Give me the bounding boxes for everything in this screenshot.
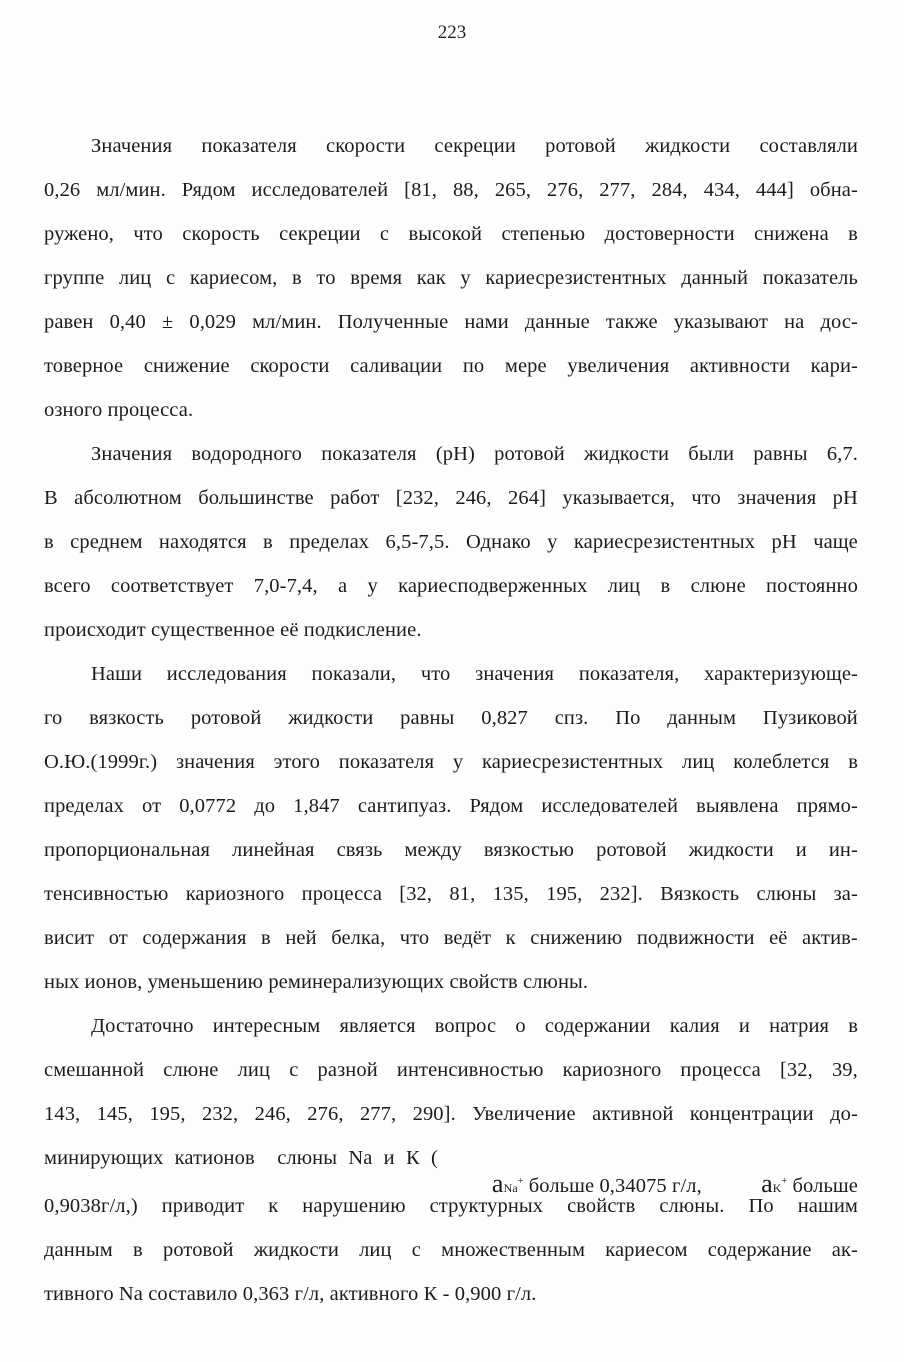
word: пропорциональная [44, 839, 211, 861]
word: время [350, 267, 403, 289]
word: показателя [321, 443, 417, 465]
word: секреции [279, 223, 361, 245]
word: 444] [755, 179, 794, 201]
word: 246, [254, 1103, 291, 1125]
word: разной [317, 1059, 378, 1081]
text-line [0, 1102, 904, 1126]
activity-symbol: a [491, 1168, 504, 1198]
word: у [460, 267, 471, 289]
text-line: тивного Na составило 0,363 г/л, активного К - 0,900 г/л. [44, 1283, 537, 1305]
word: секреции [434, 135, 516, 157]
text-line [0, 134, 904, 158]
word: ак- [831, 1239, 858, 1261]
word: [32, [399, 883, 433, 905]
word: слюне [163, 1059, 219, 1081]
word: ротовой [596, 839, 667, 861]
word: 6,5-7,5. [385, 531, 450, 553]
word: кариесрезистентных [485, 267, 667, 289]
word: от [108, 927, 128, 949]
word: процесса [680, 1059, 761, 1081]
word: концентрации [689, 1103, 814, 1125]
word: 7,0-7,4, [253, 575, 318, 597]
word: свойств [567, 1195, 636, 1217]
word: кариозного [185, 883, 285, 905]
word: саливации [350, 355, 443, 377]
word: белка, [331, 927, 386, 949]
word: у [547, 531, 558, 553]
word: кариесрезистентных [482, 751, 664, 773]
word: жидкости [288, 707, 374, 729]
text-line [0, 1014, 904, 1038]
word: кариесрезистентных [573, 531, 756, 553]
word: Наши [91, 663, 143, 685]
text-line [0, 310, 904, 334]
word: в [261, 927, 271, 949]
word: пределах [289, 531, 370, 553]
word: ротовой [494, 443, 565, 465]
text-line [0, 530, 904, 554]
word: 0,029 [189, 311, 236, 333]
word: показатель [762, 267, 858, 289]
word: спз. [554, 707, 589, 729]
word: к [268, 1195, 279, 1217]
word: Увеличение [472, 1103, 576, 1125]
word: снижению [530, 927, 623, 949]
word: были [688, 443, 735, 465]
word: множественным [441, 1239, 586, 1261]
word: ротовой [162, 1239, 234, 1261]
page-number: 223 [437, 22, 467, 43]
word: Значения [91, 135, 173, 157]
word: между [404, 839, 462, 861]
word: среднем [70, 531, 143, 553]
text-line [0, 178, 904, 202]
text-line [0, 574, 904, 598]
text-line [0, 662, 904, 686]
word: этого [273, 751, 321, 773]
word: что [691, 487, 721, 509]
activity-symbol: a [761, 1168, 773, 1198]
word: скорости [326, 135, 406, 157]
word: товерное [44, 355, 124, 377]
word: к [505, 927, 516, 949]
word: её [769, 927, 788, 949]
word: что [133, 223, 163, 245]
word: 135, [492, 883, 529, 905]
formula-before: минирующих катионов слюны Na и К ( [44, 1147, 438, 1169]
activity-superscript: + [781, 1176, 788, 1187]
word: значения [475, 663, 555, 685]
word: указывают [673, 311, 769, 333]
word: данные [524, 311, 590, 333]
word: исследователей [251, 179, 389, 201]
word: содержании [544, 1015, 651, 1037]
word: скорости [250, 355, 330, 377]
word: нашим [797, 1195, 858, 1217]
word: вязкость [89, 707, 164, 729]
word: смешанной [44, 1059, 145, 1081]
word: дос- [820, 311, 858, 333]
word: лиц [118, 267, 152, 289]
word: что [399, 927, 430, 949]
word: большинстве [198, 487, 314, 509]
word: 232]. [599, 883, 643, 905]
word: исследования [166, 663, 287, 685]
word: рН [832, 487, 858, 509]
word: слюны [756, 883, 817, 905]
word: является [339, 1015, 416, 1037]
word: ин- [828, 839, 858, 861]
word: с [379, 223, 390, 245]
word: процесса [301, 883, 383, 905]
word: с [289, 1059, 299, 1081]
word: 0,0772 [179, 795, 237, 817]
word: то [316, 267, 336, 289]
text-line [0, 1238, 904, 1262]
word: 1,847 [293, 795, 340, 817]
word: скорость [182, 223, 260, 245]
word: актив- [802, 927, 858, 949]
word: равны [400, 707, 455, 729]
word: всего [44, 575, 91, 597]
word: как [416, 267, 446, 289]
word: 39, [831, 1059, 858, 1081]
word: 277, [599, 179, 636, 201]
word: 277, [359, 1103, 397, 1125]
word: жидкости [645, 135, 731, 157]
word: лиц [359, 1239, 392, 1261]
text-line [0, 1194, 904, 1218]
word: ведёт [443, 927, 492, 949]
word: находятся [158, 531, 247, 553]
word: лиц [681, 751, 715, 773]
word: нами [464, 311, 509, 333]
word: сантипуаз. [357, 795, 452, 817]
word: активности [689, 355, 791, 377]
word: составляли [759, 135, 858, 157]
word: с [166, 267, 176, 289]
word: кариесподверженных [398, 575, 588, 597]
word: до- [830, 1103, 858, 1125]
word: выявлена [696, 795, 779, 817]
word: 0,9038г/л,) [44, 1195, 138, 1217]
word: пределах [44, 795, 124, 817]
text-line [0, 442, 904, 466]
word: кариозного [562, 1059, 662, 1081]
word: 434, [703, 179, 740, 201]
word: характеризующе- [704, 663, 858, 685]
word: (рН) [435, 443, 475, 465]
word: 284, [651, 179, 688, 201]
word: группе [44, 267, 105, 289]
word: жидкости [688, 839, 774, 861]
word: жидкости [584, 443, 670, 465]
word: высокой [408, 223, 483, 245]
word: мл/мин. [96, 179, 166, 201]
word: приводит [161, 1195, 245, 1217]
word: [81, [404, 179, 437, 201]
word: слюны. [659, 1195, 725, 1217]
word: Однако [465, 531, 531, 553]
word: линейная [232, 839, 315, 861]
word: ротовой [545, 135, 616, 157]
word: 0,26 [44, 179, 81, 201]
word: кариесом, [189, 267, 278, 289]
activity-subscript: Na [503, 1180, 518, 1195]
word: 246, [455, 487, 492, 509]
word: 145, [96, 1103, 133, 1125]
word: у [367, 575, 378, 597]
word: [232, [395, 487, 439, 509]
word: данный [681, 267, 749, 289]
word: показателя, [578, 663, 680, 685]
word: жидкости [253, 1239, 339, 1261]
word: 81, [449, 883, 476, 905]
word: Вязкость [660, 883, 740, 905]
word: По [748, 1195, 774, 1217]
word: в [848, 223, 858, 245]
word: 88, [452, 179, 479, 201]
word: 265, [494, 179, 532, 201]
activity-superscript: + [517, 1176, 524, 1187]
word: достоверности [604, 223, 735, 245]
word: кари- [810, 355, 858, 377]
word: слюне [690, 575, 746, 597]
word: мере [504, 355, 547, 377]
word: данным [44, 1239, 113, 1261]
word: степенью [501, 223, 586, 245]
word: активной [592, 1103, 674, 1125]
word: от [142, 795, 162, 817]
word: тенсивностью [44, 883, 169, 905]
word: водородного [191, 443, 303, 465]
word: ротовой [190, 707, 262, 729]
word: 276, [547, 179, 584, 201]
word: О.Ю.(1999г.) [44, 751, 158, 773]
word: на [784, 311, 805, 333]
word: а [338, 575, 348, 597]
word: значения [175, 751, 255, 773]
word: висит [44, 927, 95, 949]
word: го [44, 707, 63, 729]
word: лиц [237, 1059, 271, 1081]
word: вязкостью [483, 839, 575, 861]
word: подвижности [636, 927, 755, 949]
word: калия [669, 1015, 720, 1037]
word: 264] [508, 487, 547, 509]
word: и [795, 839, 807, 861]
word: значения [737, 487, 817, 509]
word: 232, [201, 1103, 239, 1125]
word: у [452, 751, 464, 773]
word: структурных [429, 1195, 544, 1217]
word: натрия [769, 1015, 830, 1037]
word: чаще [813, 531, 858, 553]
word: с [411, 1239, 421, 1261]
text-line [0, 882, 904, 906]
word: Рядом [469, 795, 524, 817]
word: 143, [44, 1103, 81, 1125]
word: содержания [142, 927, 247, 949]
word: содержание [707, 1239, 812, 1261]
word: исследователей [541, 795, 679, 817]
word: также [605, 311, 658, 333]
word: показателя [201, 135, 297, 157]
word: за- [833, 883, 858, 905]
word: ружено, [44, 223, 114, 245]
word: о [515, 1015, 526, 1037]
word: Достаточно [91, 1015, 194, 1037]
word: колеблется [733, 751, 830, 773]
text-line [0, 354, 904, 378]
text-line [0, 750, 904, 774]
word: В [44, 487, 58, 509]
word: 195, [546, 883, 583, 905]
word: равны [753, 443, 808, 465]
word: 6,7. [826, 443, 858, 465]
word: данным [667, 707, 737, 729]
text-line [0, 926, 904, 950]
word: соответствует [110, 575, 234, 597]
word: 195, [149, 1103, 186, 1125]
word: нарушению [302, 1195, 406, 1217]
word: ней [285, 927, 317, 949]
word: [32, [779, 1059, 813, 1081]
word: 0,827 [481, 707, 528, 729]
word: рН [771, 531, 797, 553]
word: снижена [754, 223, 829, 245]
word: мл/мин. [252, 311, 322, 333]
word: 0,40 [109, 311, 146, 333]
word: в [44, 531, 54, 553]
word: Рядом [181, 179, 236, 201]
text-line: происходит существенное её подкисление. [44, 619, 422, 641]
word: до [254, 795, 276, 817]
word: указывается, [562, 487, 675, 509]
word: в [848, 751, 858, 773]
text-line: ных ионов, уменьшению реминерализующих свойств слюны. [44, 971, 589, 993]
word: в [263, 531, 273, 553]
word: абсолютном [74, 487, 182, 509]
word: Пузиковой [762, 707, 858, 729]
text-line [0, 222, 904, 246]
formula-after: больше [787, 1174, 858, 1197]
activity-subscript: K [772, 1180, 782, 1195]
word: Значения [91, 443, 173, 465]
word: по [462, 355, 485, 377]
text-line [0, 266, 904, 290]
text-line [0, 1058, 904, 1082]
word: в [292, 267, 302, 289]
word: связь [336, 839, 383, 861]
word: увеличения [567, 355, 670, 377]
word: показателя [338, 751, 435, 773]
word: 276, [307, 1103, 344, 1125]
word: в [848, 1015, 858, 1037]
word: лиц [607, 575, 641, 597]
word: работ [330, 487, 380, 509]
word: 290]. [412, 1103, 456, 1125]
word: прямо- [796, 795, 858, 817]
word: вопрос [434, 1015, 497, 1037]
text-line [0, 486, 904, 510]
text-line [0, 794, 904, 818]
formula-middle: больше 0,34075 г/л, [523, 1174, 708, 1197]
word: интенсивностью [396, 1059, 544, 1081]
word: Полученные [337, 311, 449, 333]
text-line [0, 706, 904, 730]
word: ± [161, 311, 174, 333]
word: По [615, 707, 641, 729]
word: и [738, 1015, 750, 1037]
text-line: озного процесса. [44, 399, 194, 421]
word: в [133, 1239, 143, 1261]
word: что [420, 663, 451, 685]
word: показали, [311, 663, 397, 685]
word: в [660, 575, 671, 597]
word: равен [44, 311, 94, 333]
word: обна- [809, 179, 858, 201]
word: кариесом [605, 1239, 688, 1261]
word: интересным [212, 1015, 321, 1037]
word: постоянно [766, 575, 858, 597]
text-line [0, 838, 904, 862]
word: снижение [143, 355, 230, 377]
